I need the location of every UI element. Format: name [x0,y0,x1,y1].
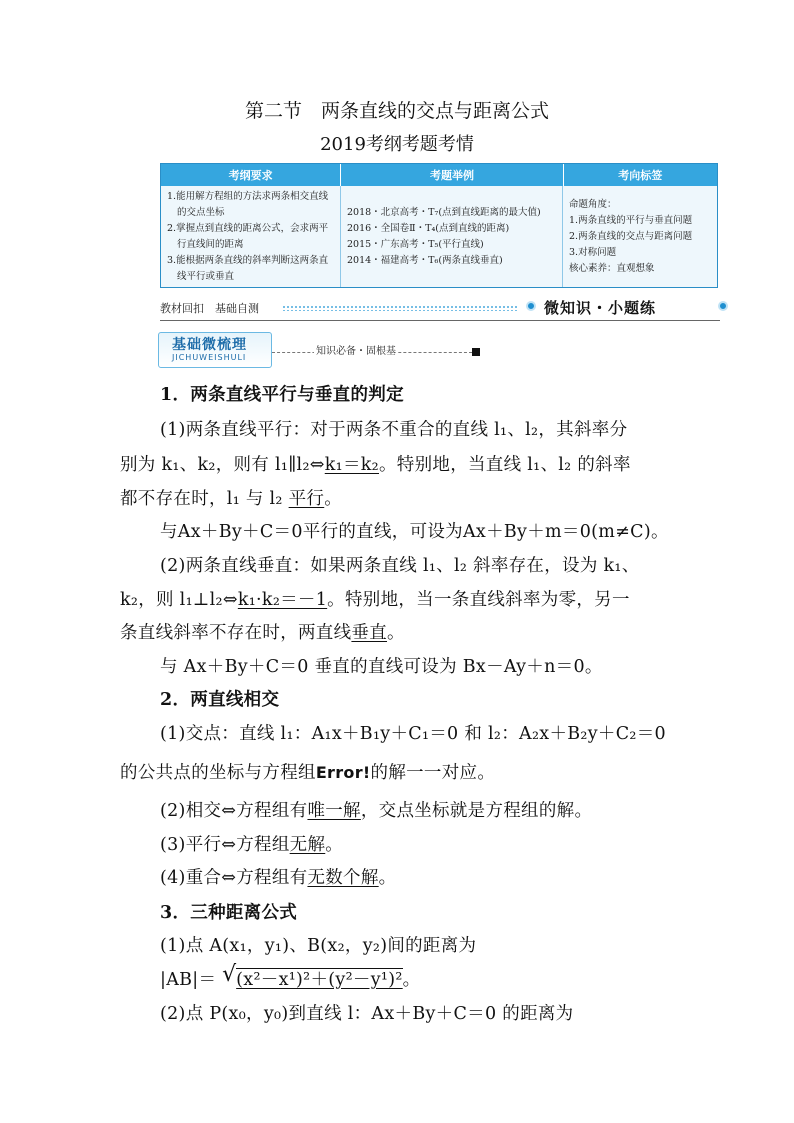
requirement-item: 3.能根据两条直线的斜率判断这两条直线平行或垂直 [167,254,329,282]
paragraph-line: (2)点 P(x₀，y₀)到直线 l：Ax＋By＋C＝0 的距离为 [160,1004,574,1024]
text-span: 。特别地，当直线 l₁、l₂ 的斜率 [379,455,631,475]
example-item: 2015・广东高考・T₅(平行直线) [347,238,484,250]
answer-blank: k₁＝k₂ [324,455,379,475]
radicand: (x²－x¹)²＋(y²－y¹)² [236,970,403,990]
formula-line [160,966,720,991]
header-requirements: 考纲要求 [161,164,341,186]
circle-bullet-icon [718,301,728,311]
answer-blank: 唯一解 [307,801,361,821]
requirement-item: 2.掌握点到直线的距离公式，会求两平行直线间的距离 [167,222,329,250]
heading-intersection: 2．两直线相交 [160,690,280,710]
paragraph-line [160,864,720,889]
section-title: 第二节 两条直线的交点与距离公式 [244,100,549,122]
section-badge [158,332,270,370]
badge-title: 基础微梳理 [172,337,247,353]
text-span: 。 [402,970,421,990]
example-item: 2018・北京高考・T₇(点到直线距离的最大值) [347,206,541,218]
text-span: 。 [324,489,343,509]
text-span: 。 [378,868,397,888]
paragraph-line [160,797,720,822]
text-span: (2)相交⇔方程组有 [160,801,308,821]
tag-item: 2.两条直线的交点与距离问题 [569,230,693,242]
banner-title: 微知识・小题练 [544,299,657,317]
answer-blank: 无解 [289,835,326,855]
paragraph-line: (1)两条直线平行：对于两条不重合的直线 l₁、l₂，其斜率分 [160,420,628,440]
tags-cell [563,186,717,287]
answer-blank: k₁·k₂＝－1 [237,590,328,610]
text-span: 。 [325,835,344,855]
answer-blank: 垂直 [351,623,388,643]
answer-blank: 无数个解 [307,868,379,888]
section-banner [160,298,720,326]
examples-cell [341,186,563,287]
badge-pinyin: JICHUWEISHULI [172,353,247,362]
paragraph-line: 与 Ax＋By＋C＝0 垂直的直线可设为 Bx－Ay＋n＝0。 [160,657,603,677]
text-span: k₂，则 l₁⊥l₂⇔ [120,590,238,610]
text-span: 条直线斜率不存在时，两直线 [120,623,352,643]
text-span: 。 [387,623,405,643]
table-body [161,186,717,287]
heading-distance-formulas: 3．三种距离公式 [160,903,298,923]
paragraph-line: (1)交点：直线 l₁：A₁x＋B₁y＋C₁＝0 和 l₂：A₂x＋B₂y＋C₂＝0 [160,724,666,744]
paragraph-line [160,831,720,856]
text-span: (3)平行⇔方程组 [160,835,290,855]
table-header [161,164,717,186]
text-span: ，交点坐标就是方程组的解。 [360,801,593,821]
answer-blank: 平行 [288,489,325,509]
banner-rule [160,320,720,321]
sqrt-formula [222,966,403,991]
tag-item: 1.两条直线的平行与垂直问题 [569,214,693,226]
paragraph-line: (1)点 A(x₁，y₁)、B(x₂，y₂)间的距离为 [160,936,477,956]
text-span: |AB|＝ [160,970,223,990]
text-span: (4)重合⇔方程组有 [160,868,308,888]
header-examples: 考题举例 [341,164,563,186]
text-span: 的解一一对应。 [370,763,496,783]
paragraph-line [120,451,680,476]
tag-item: 命题角度： [569,198,617,210]
tag-item: 3.对称问题 [569,246,617,258]
heading-parallel-perpendicular: 1．两条直线平行与垂直的判定 [160,385,404,405]
paragraph-line [120,619,680,644]
tag-item: 核心素养：直观想象 [569,262,655,274]
example-item: 2016・全国卷Ⅱ・T₄(点到直线的距离) [347,222,510,234]
paragraph-line [120,586,680,611]
paragraph-line [120,485,680,510]
square-bullet-icon [472,348,480,356]
exam-info-table [160,163,718,288]
dotted-decoration [282,305,518,311]
section-subtitle: 2019考纲考题考情 [320,134,474,155]
requirements-cell [161,186,341,287]
error-placeholder: Error! [315,763,371,782]
banner-left-label: 教材回扣 基础自测 [160,302,259,315]
paragraph-line: (2)两条直线垂直：如果两条直线 l₁、l₂ 斜率存在，设为 k₁、 [160,556,640,576]
example-item: 2014・福建高考・T₆(两条直线垂直) [347,254,503,266]
badge-tagline: 知识必备・固根基 [314,342,398,357]
header-tags: 考向标签 [618,169,663,182]
circle-bullet-icon [526,301,536,311]
text-span: 都不存在时，l₁ 与 l₂ [120,489,289,509]
paragraph-line [120,759,680,784]
requirement-item: 1.能用解方程组的方法求两条相交直线的交点坐标 [167,190,329,218]
text-span: 。特别地，当一条直线斜率为零，另一 [327,590,630,610]
paragraph-line: 与Ax＋By＋C＝0平行的直线，可设为Ax＋By＋m＝0(m≠C)。 [160,522,669,542]
text-span: 别为 k₁、k₂，则有 l₁∥l₂⇔ [120,455,325,475]
text-span: 的公共点的坐标与方程组 [120,763,316,783]
